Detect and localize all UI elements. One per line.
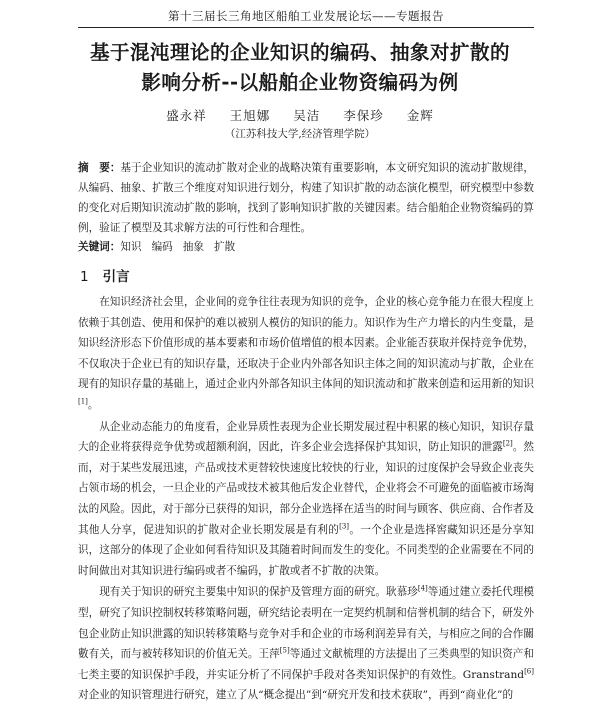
abstract-text: 基于企业知识的流动扩散对企业的战略决策有重要影响，本文研究知识的流动扩散规律，从编码、抽象、扩散三个维度对知识进行划分，构建了知识扩散的动态演化模型，研究模型中参数的变化对后期知识流动扩散的影响，找到了影响知识扩散的关键因素。结合船舶企业物资编码的算例，验证了模型及其求解方法的可行性和合理性。 bbox=[78, 162, 534, 234]
keywords-label: 关键词： bbox=[78, 241, 121, 253]
keyword: 抽象 bbox=[182, 241, 204, 253]
citation: [3] bbox=[339, 522, 350, 530]
paragraph-text: 等通过文献梳理的方法提出了三类典型的知识资产和七类主要的知识保护手段，并实证分析了不同保护手段对各类知识保护的有效性。Granstrand bbox=[78, 648, 534, 681]
running-header: 第十三届长三角地区船舶工业发展论坛——专题报告 bbox=[78, 8, 534, 28]
citation: [1] bbox=[78, 397, 88, 406]
section-number: 1 bbox=[80, 269, 89, 285]
paragraph-text: 现有关于知识的研究主要集中知识的保护及管理方面的研究。耿慕珍 bbox=[99, 586, 418, 599]
abstract-label: 摘 要： bbox=[78, 162, 121, 174]
paragraph-text: 。 bbox=[87, 398, 99, 411]
keyword: 扩散 bbox=[213, 241, 236, 253]
paragraph bbox=[78, 582, 534, 706]
section-heading bbox=[80, 265, 130, 285]
paragraph-text: 。然而，对于某些发展迅速，产品或技术更替较快速度比较快的行业，知识的过度保护会导致企业丧失占领市场的机会，一旦企业的产品或技术被其他后发企业替代，企业将会不可避免的面临被市场淘汰的风险。因此，对于部分已获得的知识，部分企业选择在适当的时间与顾客、供应商、合作者及其他人分享，促进知识的扩散对企业长期发展是有利的 bbox=[78, 441, 535, 536]
author: 李保珍 bbox=[343, 108, 384, 123]
title-line-1: 基于混沌理论的企业知识的编码、抽象对扩散的 bbox=[89, 41, 510, 64]
keyword: 编码 bbox=[151, 241, 173, 253]
paragraph-text: 。一个企业是选择窖藏知识还是分享知识，这部分的体现了企业如何看待知识及其随着时间而发生的变化。不同类型的企业需要在不同的时间做出对其知识进行编码或者不编码，扩散或者不扩散的决策。 bbox=[78, 523, 535, 577]
paragraph-text: 对企业的知识管理进行研究，建立了从“概念提出”到“研究开发和技术获取”，再到“商业化”的 bbox=[78, 689, 514, 702]
paragraph bbox=[78, 417, 534, 582]
keyword: 知识 bbox=[120, 241, 142, 253]
author: 盛永祥 bbox=[166, 108, 207, 123]
author: 吴洁 bbox=[293, 108, 321, 123]
author: 王旭娜 bbox=[229, 108, 271, 123]
paragraph-text: 在知识经济社会里，企业间的竞争往往表现为知识的竞争，企业的核心竞争能力在很大程度上依赖于其创造、使用和保护的难以被别人模仿的知识的能力。知识作为生产力增长的内生变量，是知识经济形态下价值形成的基本要素和市场价值增值的根本因素。企业能否获取并保持竞争优势，不仅取决于企业已有的知识存量，还取决于企业内外部各知识主体之间的知识流动与扩散，企业在现有的知识存量的基础上，通过企业内外部各知识主体间的知识流动和扩散来创造和运用新的知识 bbox=[78, 296, 534, 391]
citation: [4] bbox=[417, 584, 428, 593]
keywords bbox=[78, 239, 534, 255]
section-title: 引言 bbox=[102, 269, 130, 285]
author-list bbox=[0, 106, 600, 124]
abstract bbox=[78, 158, 534, 238]
paragraph-text: 从企业动态能力的角度看，企业异质性表现为企业长期发展过程中积累的核心知识，知识存量大的企业将获得竞争优势或超额利润，因此，许多企业会选择保护其知识，防止知识的泄露 bbox=[78, 420, 534, 454]
paper-title bbox=[40, 38, 560, 98]
citation: [2] bbox=[502, 439, 513, 448]
title-line-2: 影响分析--以船舶企业物资编码为例 bbox=[141, 71, 459, 94]
paragraph bbox=[78, 292, 534, 416]
author: 金辉 bbox=[406, 108, 434, 123]
paragraph-text: 等通过建立委托代理模型，研究了知识控制权转移策略问题，研究结论表明在一定契约机制和信誉机制的结合下，研发外包企业防止知识泄露的知识转移策略与竞争对手和企业的市场利润差异有关，与相应之间的合作關數有关，而与被转移知识的价值无关。王萍 bbox=[78, 586, 535, 661]
citation: [6] bbox=[524, 667, 534, 676]
body-text bbox=[78, 292, 534, 707]
affiliation: （江苏科技大学,经济管理学院） bbox=[224, 128, 376, 140]
citation: [5] bbox=[279, 646, 290, 655]
